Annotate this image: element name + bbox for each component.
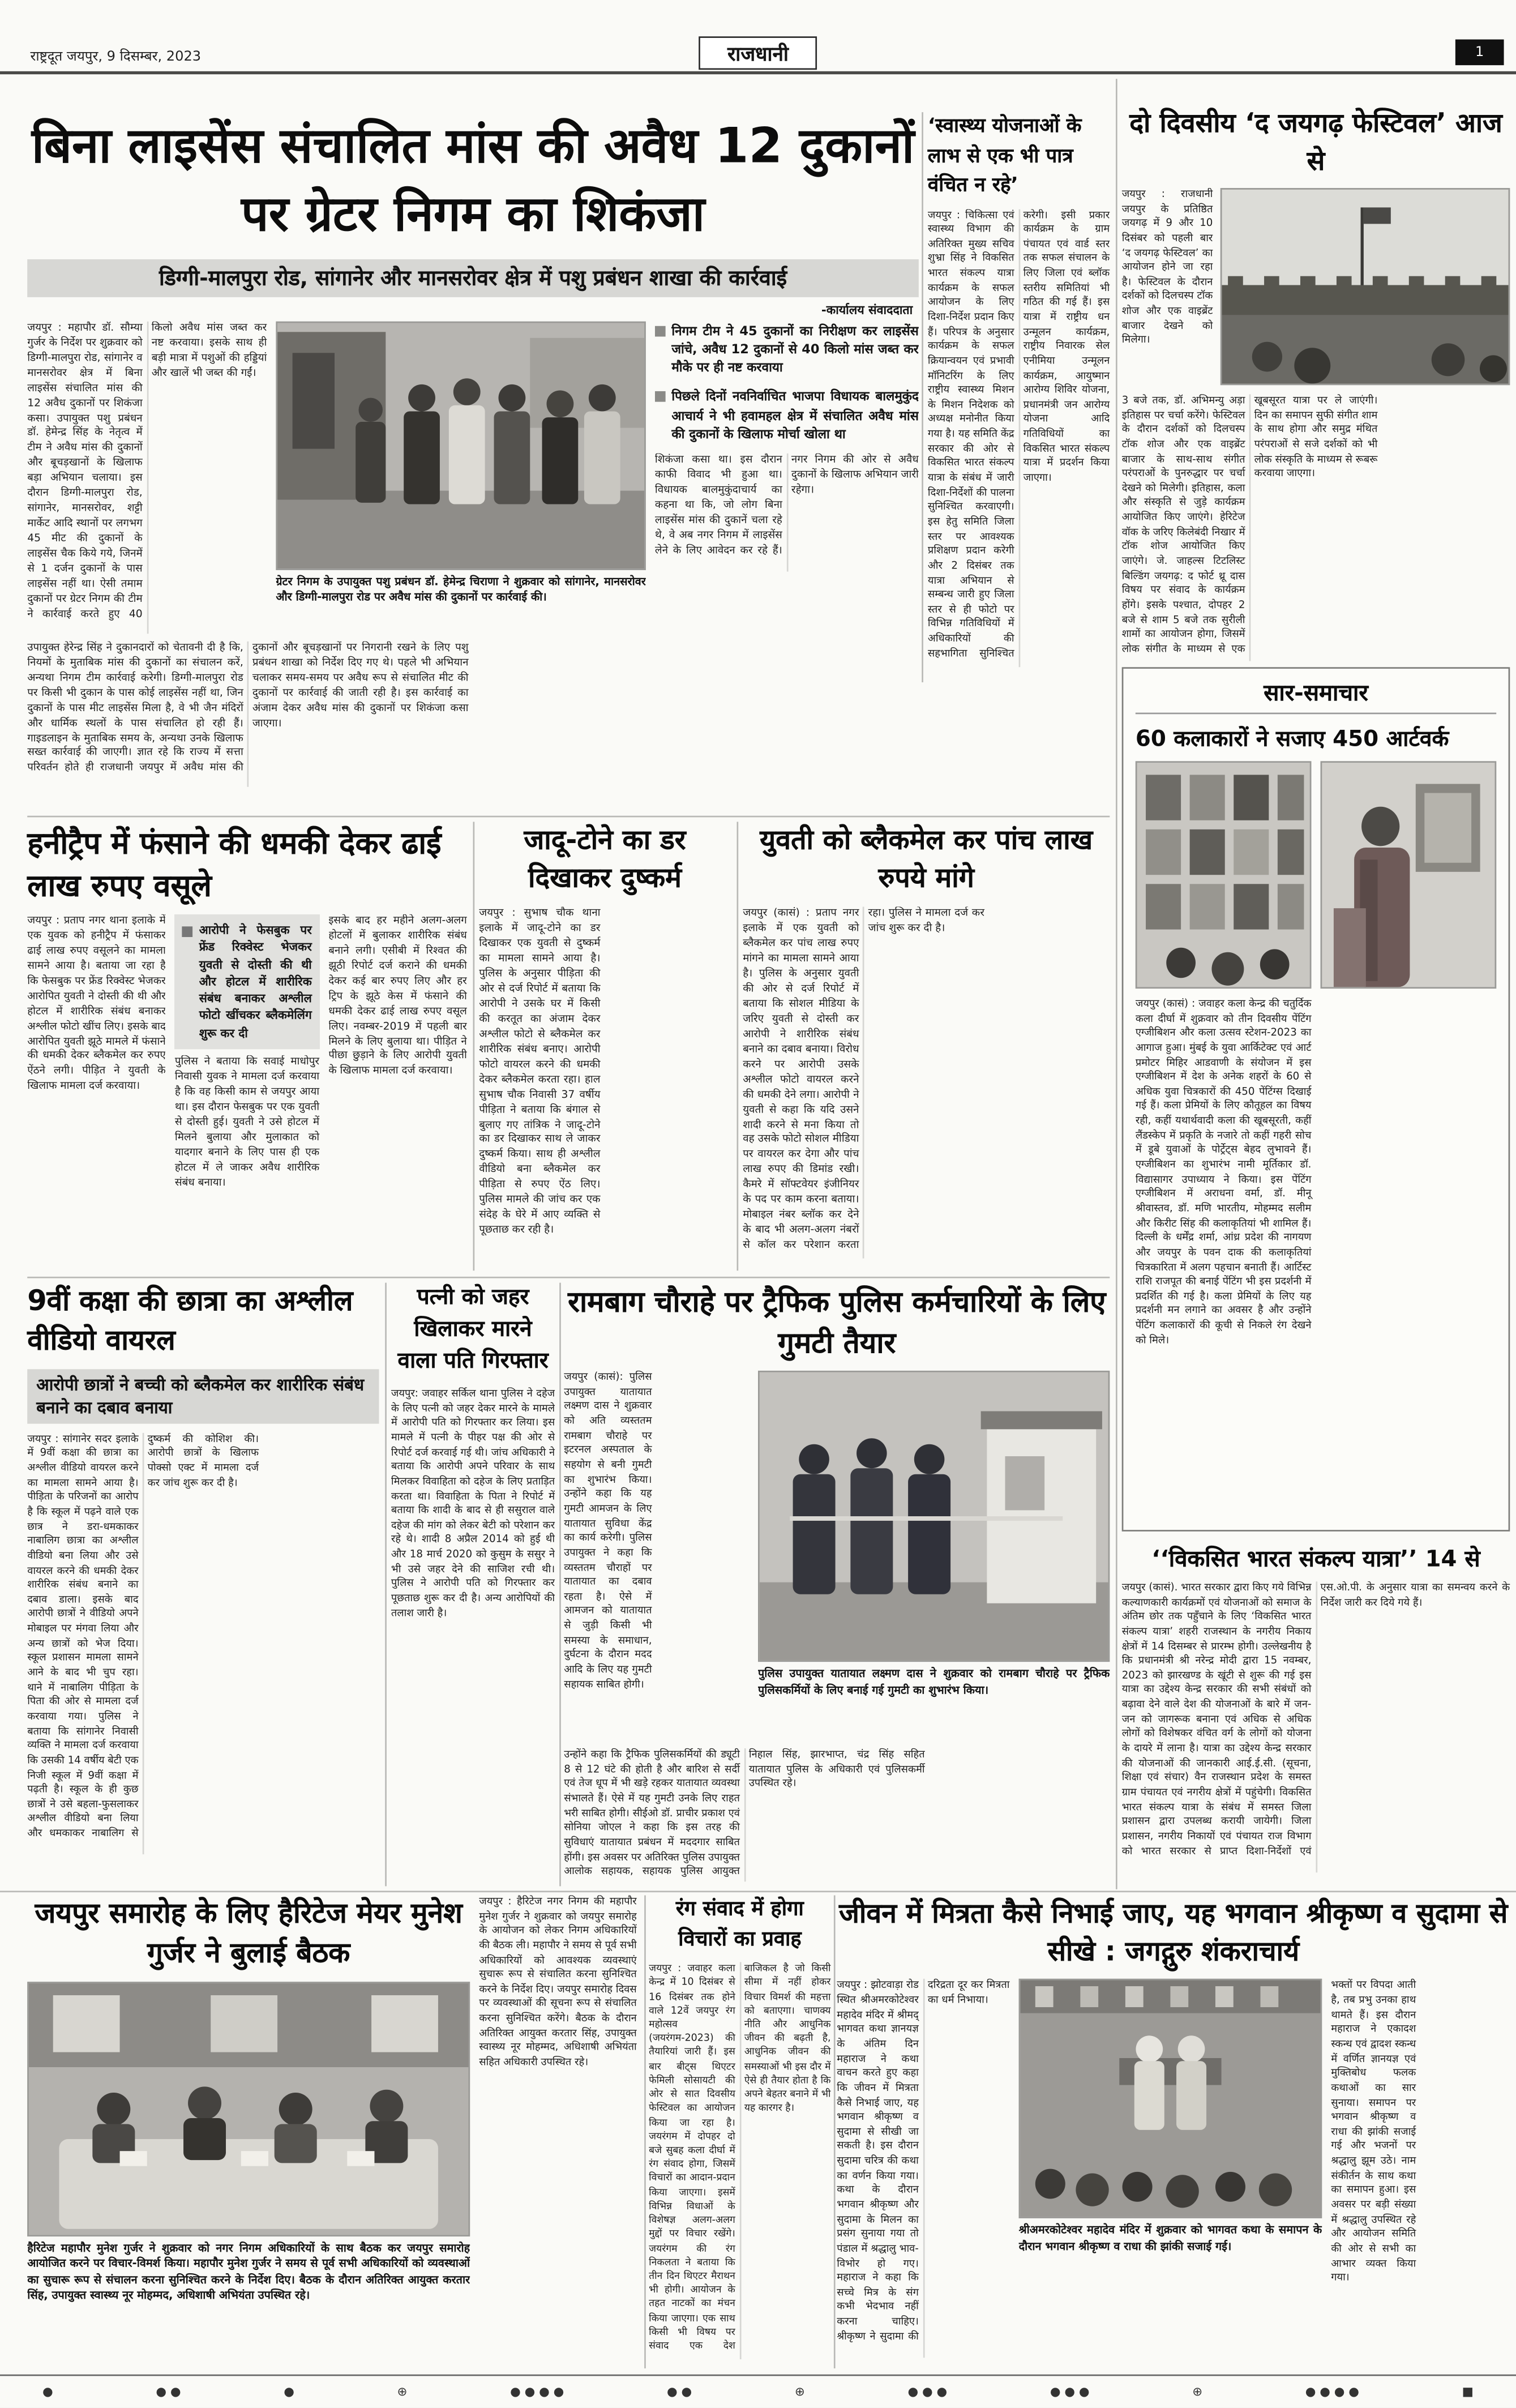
article-body: जयपुर (कासं). भारत सरकार द्वारा किए गये विभिन्न कल्याणकारी कार्यक्रमों एवं योजनाओं को समाज के अंतिम छोर तक पहुँचाने के लिए ‘विकसित भारत संकल्प यात्रा’ शहरी राजस्थान के नगरीय निकाय क्षेत्रों में 14 दिसम्बर से प्रारम्भ होगी। उल्लेखनीय है कि प्रधानमंत्री श्री नरेन्द्र मोदी द्वारा 15 नवम्बर, 2023 को झारखण्ड के खूंटी से शुरू की गई इस यात्रा का उद्देश्य केन्द्र सरकार की सभी संबंधों को बढ़ावा देने वाले देश की योजनाओं के बारे में जन-जन को जागरूक बनाना एवं अधिक से अधिक लोगों को विशेषकर वंचित वर्ग के लोगों को योजना के दायरे में लाना है। यात्रा का उद्देश्य केन्द्र सरकार की योजनाओं की जानकारी आई.ई.सी. (सूचना, शिक्षा एवं संचार) वैन राजस्थान प्रदेश के समस्त ग्राम पंचायत एवं नगरीय क्षेत्रों में पहुंचेगी। विकसित भारत संकल्प यात्रा के संबंध में समस्त जिला प्रशासन द्वारा उपलब्ध करायी जायेगी। जिला प्रशासन, नगरीय निकायों एवं पंचायत राज विभाग को भारत सरकार से प्राप्त दिशा-निर्देशों एवं एस.ओ.पी. के अनुसार यात्रा का समन्वय करने के निर्देश जारी कर दिये गये हैं। — [1121, 1581, 1510, 1857]
article-columns-row — [27, 914, 467, 1260]
bullet-text: निगम टीम ने 45 दुकानों का निरीक्षण कर लाइसेंस जांचे, अवैध 12 दुकानों से 40 किलो मांस जब्त कर मौके पर ही नष्ट करवाया — [671, 323, 919, 375]
pull-quote-text: आरोपी ने फेसबुक पर फ्रेंड रिक्वेस्ट भेजकर युवती से दोस्ती की थी और होटल में शारीरिक संबंध बनाकर अश्लील फोटो खींचकर ब्लैकमेलिंग शुरू कर दी — [199, 923, 312, 1040]
article-body: 3 बजे तक, डॉ. अभिमन्यु अड़ा इतिहास पर चर्चा करेंगे। फेस्टिवल के दौरान दर्शकों को दिलचस्प टॉक शोज और एक वाइब्रेंट बाजार के साथ-साथ संगीत परंपराओं के पुनरुद्धार पर चर्चा देखने को मिलेगी। इतिहास, कला और संस्कृति से जुड़े कार्यक्रम आयोजित किए जाएंगे। हेरिटेज वॉक के जरिए किलेबंदी निखार में टॉक शोज आयोजित किए जाएंगे। जे. जाहल्स टिटलिस्ट बिल्डिंग जयगढ़: द फोर्ट थ्रू दास विषय पर संवाद के कार्यक्रम होंगे। इसके पश्चात, दोपहर 2 बजे से शाम 5 बजे तक सुरीली शामों का आयोजन होगा, जिसमें लोक संगीत के माध्यम से एक खूबसूरत यात्रा पर ले जाएंगी। दिन का समापन सुफी संगीत शाम के साथ होगा और समुद्र मंथित परंपराओं से सजे दर्शकों को भी लोक संस्कृति के माध्यम से रूबरू करवाया जाएगा। — [1121, 394, 1378, 655]
footer-mark: ■ — [1462, 2385, 1474, 2399]
article-headline: ‘‘विकसित भारत संकल्प यात्रा’’ 14 से — [1151, 1545, 1480, 1573]
bullet-item — [655, 387, 919, 443]
sidebar-body: जयपुर (कासं) : जवाहर कला केन्द्र की चतुर्दिक कला दीर्घा में शुक्रवार को तीन दिवसीय पेंटिंग एग्जीबिशन और कला उत्सव स्टेशन-2023 का आगाज हुआ। मुंबई के युवा आर्किटेक्ट एवं आर्ट प्रमोटर मिहिर आडवाणी के संयोजन में इस एग्जीबिशन में देश के अनेक शहरों के 60 से अधिक युवा चित्रकारों की 450 पेंटिंग्स दिखाई गई हैं। कला प्रेमियों के लिए कौतूहल का विषय रही, कहीं यथार्थवादी कला की खूबसूरती, कहीं लैंडस्केप में प्रकृति के नजारे तो कहीं गहरी सोच में डूबे युवाओं के पोर्ट्रेट्स बेहद लुभावने हैं। एग्जीबिशन का शुभारंभ नामी मूर्तिकार डॉ. विद्यासागर उपाध्याय ने किया। इस पेंटिंग एग्जीबिशन में अराधना वर्मा, डॉ. मीनू श्रीवास्तव, डॉ. मणि भारतीय, मोहम्मद सलीम और किरीट सिंह की कलाकृतियां भी शामिल हैं। दिल्ली के धर्मेंद्र शर्मा, आंध्र प्रदेश की नागयण और जयपुर के पवन दाक की कलाकृतियां चित्रकारिता में अलग पहचान बनाती हैं। आर्टिस्ट राशि राजपूत की बनाई पेंटिंग भी इस प्रदर्शनी में प्रदर्शित की गई है। कला प्रेमियों के लिए यह प्रदर्शनी मन लगाने का अवसर है और उन्होंने पेंटिंग कलाकारों की कूची से निकले रंग देखने को मिले। — [1135, 998, 1312, 1346]
bullet-text: पिछले दिनों नवनिर्वाचित भाजपा विधायक बालमुकुंद आचार्य ने भी हवामहल क्षेत्र में संचालित अवैध मांस की दुकानों के खिलाफ मोर्चा खोला था — [671, 388, 919, 441]
article-headline: रामबाग चौराहे पर ट्रैफिक पुलिस कर्मचारियों के लिए गुमटी तैयार — [568, 1285, 1106, 1360]
photo-meat-inspection — [276, 321, 645, 570]
footer-mark: ● ● ● ● — [1305, 2385, 1360, 2399]
divider — [559, 1283, 561, 1887]
article-mayor-meeting — [27, 1896, 637, 2369]
article-photo-block — [276, 321, 645, 634]
article-jadu-tona — [479, 822, 731, 1271]
article-body: जयपुर : सुभाष चौक थाना इलाके में जादू-टोने का डर दिखाकर एक युवती से दुष्कर्म का मामला सामने आया है। पुलिस के अनुसार पीड़िता की ओर से दर्ज रिपोर्ट में बताया कि आरोपी ने उसके घर में किसी की करतूत का अंजाम देकर अश्लील फोटो से ब्लैकमेल कर शारीरिक संबंध बनाए। आरोपी फोटो वायरल करने की धमकी देकर ब्लैकमेल करता रहा। हाल सुभाष चौक निवासी 37 वर्षीय पीड़िता ने बताया कि बंगाल से बुलाए गए तांत्रिक ने जादू-टोने का डर दिखाकर साथ ले जाकर दुष्कर्म किया। साथ ही अश्लील वीडियो बना ब्लैकमेल कर पीड़िता से रुपए ऐंठ लिए। पुलिस मामले की जांच कर एक संदेह के घेरे में आए व्यक्ति से पूछताछ कर रही है। — [479, 907, 601, 1236]
article-body-col3: इसके बाद हर महीने अलग-अलग होटलों में बुलाकर शारीरिक संबंध बनाने लगी। एसीबी में रिश्वत की झूठी रिपोर्ट दर्ज कराने की धमकी देकर कई बार रुपए लिए और हर ट्रिप के झूठे केस में फंसाने की धमकी देकर ढाई लाख रुपए वसूल लिए। नवम्बर-2019 में पहली बार मिलने के लिए बुलाया था। पीड़ित ने पीछा छुड़ाने के लिए आरोपी युवती के खिलाफ मामला दर्ज करवाया। — [328, 914, 467, 1077]
article-headline: हनीट्रैप में फंसाने की धमकी देकर ढाई लाख रुपए वसूले — [27, 824, 442, 904]
divider — [922, 112, 923, 682]
article-left-block — [27, 1896, 470, 2369]
sidebar-title: सार-समाचार — [1136, 678, 1496, 714]
photo-jaigarh-fort — [1220, 188, 1510, 385]
footer-marks — [0, 2375, 1516, 2399]
footer-mark: ● ● — [667, 2385, 692, 2399]
article-main-row — [27, 321, 919, 634]
article-meat-crackdown — [27, 112, 919, 812]
article-photo-row — [564, 1371, 1110, 1740]
article-body-col2-text: पुलिस ने बताया कि सवाई माधोपुर निवासी युवक ने मामला दर्ज करवाया है कि वह किसी काम से जयपुर आया था। इस दौरान फेसबुक पर एक युवती से दोस्ती हुई। युवती ने उसे होटल में मिलने बुलाया और मुलाकात को यादगार बनाने के लिए पास ही एक होटल में ले जाकर अवैध शारीरिक संबंध बनाया। — [174, 1055, 320, 1188]
article-headline: दो दिवसीय ‘द जयगढ़ फेस्टिवल’ आज से — [1129, 109, 1502, 177]
article-bullets-col — [655, 321, 919, 634]
photo-artworks-wall — [1136, 761, 1312, 989]
section-title: राजधानी — [699, 36, 817, 70]
photo-caption: पुलिस उपायुक्त यातायात लक्ष्मण दास ने शुक्रवार को रामबाग चौराहे पर ट्रैफिक पुलिसकर्मियों के लिए बनाई गई गुमटी का शुभारंभ किया। — [758, 1666, 1110, 1696]
article-photo-block — [1019, 1979, 1322, 2359]
divider — [834, 1896, 836, 2369]
article-viral-video — [27, 1283, 379, 1887]
article-subhead: डिग्गी-मालपुरा रोड, सांगानेर और मानसरोवर क्षेत्र में पशु प्रबंधन शाखा की कार्रवाई — [27, 259, 919, 297]
article-headline: पत्नी को जहर खिलाकर मारने वाला पति गिरफ्तार — [397, 1285, 549, 1374]
square-bullet-icon — [655, 326, 666, 336]
divider — [27, 1277, 1110, 1278]
article-gumti — [564, 1283, 1110, 1887]
article-honeytrap — [27, 822, 467, 1271]
article-mitrata-katha — [837, 1896, 1510, 2369]
footer-mark: ● ● ● — [907, 2385, 948, 2399]
article-headline: जीवन में मित्रता कैसे निभाई जाए, यह भगवान श्रीकृष्ण व सुदामा से सीखे : जगद्गुरु शंकराचार्य — [839, 1898, 1508, 1969]
article-headline: जयपुर समारोह के लिए हैरिटेज मेयर मुनेश गुर्जर ने बुलाई बैठक — [35, 1898, 462, 1970]
divider — [1116, 79, 1117, 1889]
photo-temple-jhanki — [1019, 1979, 1322, 2219]
article-body-right: भक्तों पर विपदा आती है, तब प्रभु उनका हाथ थामते हैं। इस दौरान महाराज ने एकादश स्कन्ध एवं द्वादश स्कन्ध में वर्णित ज्ञानयज्ञ एवं मुक्तिबोध फलक कथाओं का सार सुनाया। समापन पर भगवान श्रीकृष्ण व राधा की झांकी सजाई गई और भजनों पर श्रद्धालु झूम उठे। नाम संकीर्तन के साथ कथा का समापन हुआ। इस अवसर पर बड़ी संख्या में श्रद्धालु उपस्थित रहे और आयोजन समिति की ओर से सभी का आभार व्यक्त किया गया। — [1331, 1979, 1416, 2284]
footer-mark: ● ● — [156, 2385, 181, 2399]
article-body-bottom: उन्होंने कहा कि ट्रैफिक पुलिसकर्मियों की ड्यूटी 8 से 12 घंटे की होती है और बारिश से सर्दी एवं तेज धूप में भी खड़े रहकर यातायात व्यवस्था संभालते हैं। ऐसे में यह गुमटी उनके लिए राहत भरी साबित होगी। सीईओ डॉ. प्राचीर प्रकाश एवं सोनिया जोएल ने कहा कि इस तरह की सुविधाएं यातायात प्रबंधन में मददगार साबित होंगी। इस अवसर पर अतिरिक्त पुलिस उपायुक्त आलोक सहायक, सहायक पुलिस आयुक्त निहाल सिंह, झारभाप्त, चंद्र सिंह सहित यातायात पुलिस के अधिकारी एवं पुलिसकर्मी उपस्थित रहे। — [564, 1748, 925, 1878]
footer-mark: ● — [42, 2385, 53, 2399]
article-health-schemes — [928, 112, 1110, 681]
article-headline: जादू-टोने का डर दिखाकर दुष्कर्म — [524, 824, 686, 895]
article-headline: ‘स्वास्थ्य योजनाओं के लाभ से एक भी पात्र वंचित न रहे’ — [927, 115, 1082, 198]
photo-caption: श्रीअमरकोटेश्वर महादेव मंदिर में शुक्रवार को भागवत कथा के समापन के दौरान भगवान श्रीकृष्ण व राधा की झांकी सजाई गई। — [1018, 2223, 1322, 2253]
article-body-left: जयपुर : महापौर डॉ. सौम्या गुर्जर के निर्देश पर शुक्रवार को डिग्गी-मालपुरा रोड, सांगानेर व मानसरोवर क्षेत्र में बिना लाइसेंस संचालित मांस की 12 अवैध दुकानों पर शिकंजा कसा। उपायुक्त पशु प्रबंधन डॉ. हेमेन्द्र सिंह के नेतृत्व में टीम ने अवैध मांस की दुकानों और बूचड़खानों के खिलाफ बड़ा अभियान चलाया। इस दौरान डिग्गी-मालपुरा रोड, सांगानेर, मानसरोवर, शट्टी मार्केट आदि स्थानों पर लगभग 45 मीट की दुकानों के लाइसेंस चैक किये गये, जिनमें से 1 दर्जन दुकानों के पास लाइसेंस नहीं था। ऐसी तमाम दुकानों पर ग्रेटर निगम की टीम ने कार्रवाई करते हुए 40 किलो अवैध मांस जब्त कर नष्ट करवाया। इसके साथ ही बड़ी मात्रा में पशुओं की हड्डियां और खालें भी जब्त की गईं। — [27, 321, 267, 620]
footer-mark: ● ● ● — [1050, 2385, 1090, 2399]
photo-gumti-inauguration — [758, 1371, 1110, 1662]
article-body: जयपुर: जवाहर सर्किल थाना पुलिस ने दहेज के लिए पत्नी को जहर देकर मारने के मामले में आरोपी पति को गिरफ्तार कर लिया। इस मामले में पत्नी के पीहर पक्ष की ओर से रिपोर्ट दर्ज करवाई गई थी। जांच अधिकारी ने बताया कि आरोपी अपने परिवार के साथ मिलकर विवाहिता को दहेज के लिए प्रताड़ित करता था। विवाहिता के पिता ने रिपोर्ट में बताया कि शादी के बाद से ही ससुराल वाले दहेज की मांग को लेकर बेटी को परेशान कर रहे थे। शादी 8 अप्रैल 2014 को हुई थी और 18 मार्च 2020 को कुसुम के ससुर ने भी उसे जहर देने की साजिश रची थी। पुलिस ने आरोपी पति को गिरफ्तार कर पूछताछ शुरू कर दी है। अन्य आरोपियों की तलाश जारी है। — [391, 1387, 555, 1619]
article-body: जयपुर : सांगानेर सदर इलाके में 9वीं कक्षा की छात्रा का अश्लील वीडियो वायरल करने का मामला सामने आया है। पीड़िता के परिजनों का आरोप है कि स्कूल में पढ़ने वाले एक छात्र ने डरा-धमकाकर नाबालिग छात्रा का अश्लील वीडियो बना लिया और उसे वायरल करने की धमकी देकर शारीरिक संबंध बनाने का दबाव डाला। इसके बाद आरोपी छात्रों ने वीडियो अपने मोबाइल पर मंगवा लिया और अन्य छात्रों को भेज दिया। स्कूल प्रशासन मामला सामने आने के बाद भी चुप रहा। थाने में नाबालिग पीड़िता के पिता की ओर से मामला दर्ज करवाया गया। पुलिस ने बताया कि सांगानेर निवासी व्यक्ति ने मामला दर्ज करवाया कि उसकी 14 वर्षीय बेटी एक निजी स्कूल में 9वीं कक्षा में पढ़ती है। स्कूल के ही कुछ छात्रों ने उसे बहला-फुसलाकर अश्लील वीडियो बना लिया और धमकाकर नाबालिग से दुष्कर्म की कोशिश की। आरोपी छात्रों के खिलाफ पोक्सो एक्ट में मामला दर्ज कर जांच शुरू कर दी है। — [27, 1432, 259, 1840]
article-body-left: जयपुर (कासं): पुलिस उपायुक्त यातायात लक्ष्मण दास ने शुक्रवार को अति व्यस्ततम रामबाग चौराहे पर इटरनल अस्पताल के सहयोग से बनी गुमटी का शुभारंभ किया। उन्होंने कहा कि यह गुमटी आमजन के लिए यातायात सुविधा केंद्र का कार्य करेगी। पुलिस उपायुक्त ने कहा कि व्यस्ततम चौराहों पर यातायात का दबाव रहता है। ऐसे में आमजन को यातायात से जुड़ी किसी भी समस्या के समाधान, दुर्घटना के दौरान मदद आदि के लिए यह गुमटी सहायक साबित होगी। — [564, 1371, 652, 1691]
registration-cross-icon: ⊕ — [794, 2385, 805, 2399]
square-bullet-icon — [182, 926, 193, 937]
article-body-col1: जयपुर : प्रताप नगर थाना इलाके में एक युवक को हनीट्रैप में फंसाकर ढाई लाख रुपए वसूलने का मामला सामने आया है। बताया जा रहा है कि फेसबुक पर फ्रेंड रिक्वेस्ट भेजकर आरोपित युवती ने दोस्ती की थी और होटल में शारीरिक संबंध बनाकर अश्लील फोटो खींच लिए। इसके बाद आरोपित युवती झूठे मामले में फंसाने की धमकी देकर ब्लैकमेल कर रुपए ऐंठने लगी। पीड़ित ने युवती के खिलाफ मामला दर्ज करवाया। — [27, 914, 166, 1092]
article-subhead: आरोपी छात्रों ने बच्ची को ब्लैकमेल कर शारीरिक संबंध बनाने का दबाव बनाया — [27, 1369, 379, 1423]
article-body: जयपुर (कासं) : प्रताप नगर इलाके में एक युवती को ब्लैकमेल कर पांच लाख रुपए मांगने का मामला सामने आया है। पुलिस के अनुसार युवती की ओर से दर्ज रिपोर्ट में बताया कि सोशल मीडिया के जरिए युवती से दोस्ती कर आरोपी ने शारीरिक संबंध बनाने का दबाव बनाया। विरोध करने पर आरोपी उसके अश्लील फोटो वायरल करने की धमकी देने लगा। आरोपी ने युवती से कहा कि यदि उसने शादी करने से मना किया तो वह उसके फोटो सोशल मीडिया पर वायरल कर देगा और पांच लाख रुपए की डिमांड रखी। कैमरे में सॉफ्टवेयर इंजीनियर के पद पर काम करना बताया। मोबाइल नंबर ब्लॉक कर देने के बाद भी अलग-अलग नंबरों से कॉल कर परेशान करता रहा। पुलिस ने मामला दर्ज कर जांच शुरू कर दी है। — [743, 907, 984, 1251]
registration-cross-icon: ⊕ — [1192, 2385, 1203, 2399]
article-rang-samvad — [649, 1896, 830, 2369]
article-body: जयपुर : जवाहर कला केन्द्र में 10 दिसंबर से 16 दिसंबर तक होने वाले 12वें जयपुर रंग महोत्सव (जयरंगम-2023) की तैयारियां जारी हैं। इस बार बीट्स थिएटर फेमिली सोसायटी की ओर से सात दिवसीय फेस्टिवल का आयोजन किया जा रहा है। जयरंगम में दोपहर दो बजे सुबह कला दीर्घा में रंग संवाद होगा, जिसमें विचारों का आदान-प्रदान किया जाएगा। इसमें विभिन्न विधाओं के विशेषज्ञ अलग-अलग मुद्दों पर विचार रखेंगे। जयरंगम की रंग निकलता ने बताया कि तीन दिन थिएटर मैराथन भी होगी। आयोजन के तहत नाटकों का मंचन किया जाएगा। एक साथ किसी भी विषय पर संवाद एक देश बाजिकल है जो किसी सीमा में नहीं होकर विचार विमर्श की महत्ता को बताएगा। चाणक्य नीति और आधुनिक जीवन की बढ़ती है, आधुनिक जीवन की समस्याओं भी इस दौर में ऐसे ही तैयार होता है कि अपने बेहतर बनाने में भी यह कारगर है। — [649, 1962, 831, 2352]
article-body: जयपुर : हैरिटेज नगर निगम की महापौर मुनेश गुर्जर ने शुक्रवार को जयपुर समारोह के आयोजन को लेकर निगम अधिकारियों की बैठक ली। महापौर ने समय से पूर्व सभी अधिकारियों को आवश्यक व्यवस्थाएं सुचारू रूप से संचालित करना सुनिश्चित करने के निर्देश दिए। जयपुर समारोह दिवस पर व्यवस्थाओं की सूचना रूप से संचालित करना सुनिश्चित करेंगे। बैठक के दौरान अतिरिक्त आयुक्त करतार सिंह, उपायुक्त स्वास्थ्य नूर मोहम्मद, अधिशाषी अभियंता सहित अधिकारी उपस्थित रहे। — [479, 1895, 637, 2068]
article-body-col2 — [175, 914, 319, 1260]
article-body-right: शिकंजा कसा था। इस दौरान काफी विवाद भी हुआ था। विधायक बालमुकुंदाचार्य का कहना था कि, जो लोग बिना लाइसेंस मांस की दुकानें चला रहे थे, वे अब नगर निगम में लाइसेंस लेने के लिए आवेदन कर रहे हैं। नगर निगम की ओर से अवैध दुकानों के खिलाफ अभियान जारी रहेगा। — [654, 453, 919, 556]
article-layout-row — [837, 1979, 1510, 2359]
page-number-badge: 1 — [1455, 40, 1504, 66]
byline: -कार्यालय संवाददाता — [821, 303, 913, 317]
header-rule — [0, 71, 1516, 74]
sidebar-saar-samachar — [1122, 667, 1510, 1531]
article-body-left: जयपुर : झोटवाड़ा रोड स्थित श्रीअमरकोटेश्वर महादेव मंदिर में श्रीमद् भागवत कथा ज्ञानयज्ञ के अंतिम दिन महाराज ने कथा वाचन करते हुए कहा कि जीवन में मित्रता कैसे निभाई जाए, यह भगवान श्रीकृष्ण व सुदामा से सीखी जा सकती है। इस दौरान सुदामा चरित्र की कथा का वर्णन किया गया। कथा के दौरान भगवान श्रीकृष्ण और सुदामा के मिलन का प्रसंग सुनाया गया तो पंडाल में श्रद्धालु भाव-विभोर हो गए। महाराज ने कहा कि सच्चे मित्र के संग कभी भेदभाव नहीं करना चाहिए। श्रीकृष्ण ने सुदामा की दरिद्रता दूर कर मित्रता का धर्म निभाया। — [837, 1979, 1010, 2342]
article-headline: बिना लाइसेंस संचालित मांस की अवैध 12 दुकानों पर ग्रेटर निगम का शिकंजा — [31, 117, 915, 243]
photo-mayor-meeting — [27, 1982, 470, 2236]
sidebar-subhead: 60 कलाकारों ने सजाए 450 आर्टवर्क — [1135, 728, 1449, 752]
divider — [27, 816, 1110, 818]
article-poison-husband — [391, 1283, 555, 1887]
masthead-date: राष्ट्रदूत जयपुर, 9 दिसम्बर, 2023 — [30, 50, 202, 66]
article-photo-row — [1122, 188, 1510, 388]
article-body-side: जयपुर : राजधानी जयपुर के प्रतिष्ठित जयगढ़ में 9 और 10 दिसंबर को पहली बार ‘द जयगढ़ फेस्टिवल’ का आयोजन होने जा रहा है। फेस्टिवल के दौरान दर्शकों को दिलचस्प टॉक शोज और एक वाइब्रेंट बाजार देखने को मिलेगा। — [1121, 188, 1213, 347]
photo-caption: हैरिटेज महापौर मुनेश गुर्जर ने शुक्रवार को नगर निगम अधिकारियों के साथ बैठक कर जयपुर समारोह आयोजित करने पर विचार-विमर्श किया। महापौर मुनेश गुर्जर ने समय से पूर्व सभी अधिकारियों को व्यवस्थाओं का सुचारू रूप से संचालन करना सुनिश्चित करने के निर्देश दिए। बैठक के दौरान अतिरिक्त आयुक्त करतार सिंह, उपायुक्त स्वास्थ्य नूर मोहम्मद, अधिशाषी अभियंता उपस्थित रहे। — [27, 2240, 470, 2302]
article-photo-block — [758, 1371, 1110, 1740]
sidebar-photos-row — [1136, 761, 1496, 989]
divider — [644, 1896, 646, 2369]
photo-caption: ग्रेटर निगम के उपायुक्त पशु प्रबंधन डॉ. हेमेन्द्र चिराणा ने शुक्रवार को सांगानेर, मानसरोवर और डिग्गी-मालपुरा रोड पर अवैध मांस की दुकानों पर कार्रवाई की। — [276, 574, 646, 604]
bullet-item — [655, 321, 919, 377]
square-bullet-icon — [655, 392, 666, 403]
divider — [385, 1283, 387, 1887]
article-body: जयपुर : चिकित्सा एवं स्वास्थ्य विभाग की अतिरिक्त मुख्य सचिव शुभ्रा सिंह ने विकसित भारत संकल्प यात्रा कार्यक्रम के सफल आयोजन के लिए दिशा-निर्देश प्रदान किए हैं। परिपत्र के अनुसार कार्यक्रम के सफल क्रियान्वयन एवं प्रभावी मॉनिटरिंग के लिए राष्ट्रीय स्वास्थ्य मिशन के मिशन निदेशक को अध्यक्ष मनोनीत किया गया है। यह समिति केंद्र सरकार की ओर से विकसित भारत संकल्प यात्रा के संबंध में जारी दिशा-निर्देशों की पालना सुनिश्चित करवाएगी। इस हेतु समिति जिला स्तर पर आवश्यक प्रशिक्षण प्रदान करेगी और 2 दिसंबर तक यात्रा अभियान से सम्बन्ध जारी हुए जिला स्तर से ही फोटो पर विभिन्न गतिविधियों में अधिकारियों की सहभागिता सुनिश्चित करेगी। इसी प्रकार कार्यक्रम के ग्राम पंचायत एवं वार्ड स्तर तक सफल संचालन के लिए जिला एवं ब्लॉक स्तरीय समितियां भी गठित की गई हैं। इस यात्रा में राष्ट्रीय धन उन्मूलन कार्यक्रम, राष्ट्रीय निवारक सेल एनीमिया उन्मूलन कार्यक्रम, आयुष्मान आरोग्य शिविर योजना, प्रधानमंत्री जन आरोग्य योजना आदि गतिविधियों का विकसित भारत संकल्प यात्रा में प्रदर्शन किया जाएगा। — [927, 208, 1110, 660]
article-layout-row — [27, 1896, 637, 2369]
divider — [473, 822, 475, 1271]
footer-mark: ● — [284, 2385, 294, 2399]
article-body-bottom: उपायुक्त हेरेन्द्र सिंह ने दुकानदारों को चेतावनी दी है कि, नियमों के मुताबिक मांस की दुकानों का संचालन करें, अन्यथा निगम टीम कार्रवाई करेगी। डिग्गी-मालपुरा रोड पर किसी भी दुकान के पास कोई लाइसेंस नहीं था, जिन दुकानों के पास मीट लाइसेंस मिला है, वे भी जैन मंदिरों और धार्मिक स्थलों के पास संचालित हो रही हैं। गाइडलाइन के मुताबिक समय के, अन्यथा उनके खिलाफ सख्त कार्रवाई की जाएगी। ज्ञात रहे कि राज्य में सत्ता परिवर्तन होते ही राजधानी जयपुर में अवैध मांस की दुकानों और बूचड़खानों पर निगरानी रखने के लिए पशु प्रबंधन शाखा को निर्देश दिए गए थे। पहले भी अभियान चलाकर समय-समय पर अवैध रूप से संचालित मीट की दुकानों पर कार्रवाई की जाती रही है। इस कार्रवाई का अंजाम देकर अवैध मांस की दुकानों पर शिकंजा कसा जाएगा। — [27, 641, 469, 774]
article-sankalp-yatra — [1122, 1543, 1510, 1886]
article-headline: रंग संवाद में होगा विचारों का प्रवाह — [675, 1897, 804, 1951]
article-jaigarh-festival — [1122, 106, 1510, 664]
article-headline: युवती को ब्लैकमेल कर पांच लाख रुपये मांगे — [760, 824, 1093, 895]
registration-cross-icon: ⊕ — [397, 2385, 408, 2399]
photo-artist-with-painting — [1321, 761, 1497, 989]
article-blackmail — [743, 822, 1110, 1271]
article-headline: 9वीं कक्षा की छात्रा का अश्लील वीडियो वायरल — [27, 1285, 353, 1357]
pull-quote — [175, 914, 319, 1050]
divider — [0, 1891, 1516, 1892]
divider — [737, 822, 739, 1271]
footer-mark: ● ● ● ● — [510, 2385, 564, 2399]
